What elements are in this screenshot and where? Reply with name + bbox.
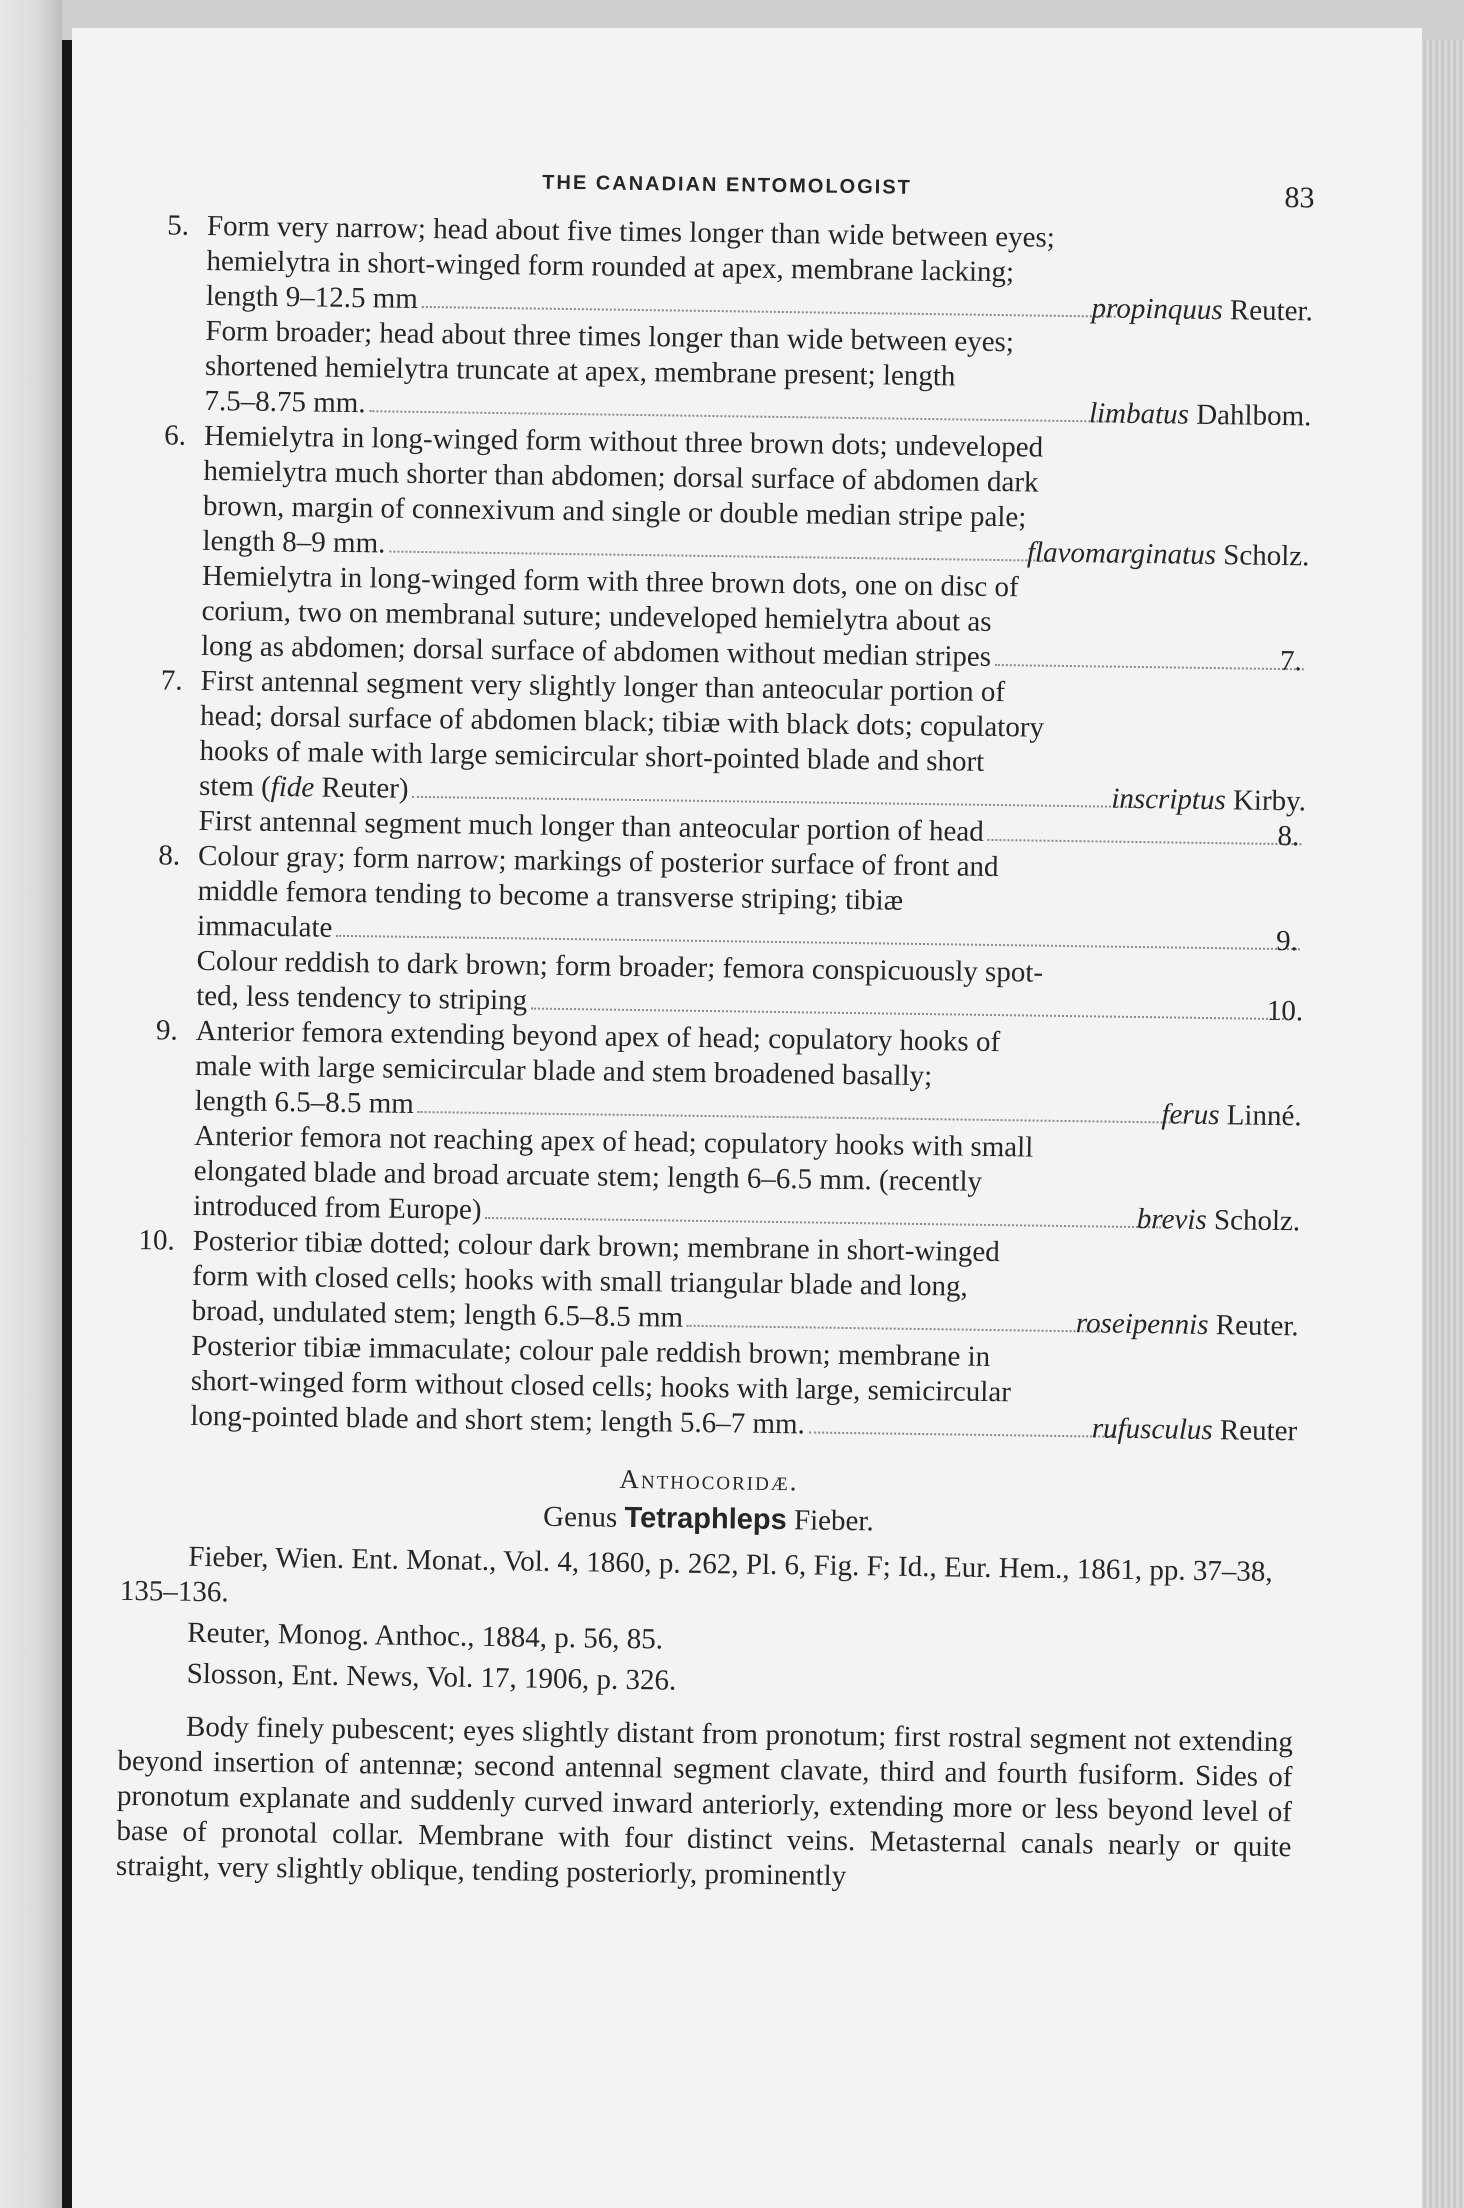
key-result-author: Scholz.: [1223, 539, 1310, 573]
key-line: corium, two on membranal suture; undeveloped hemielytra about as: [201, 594, 992, 638]
species-name: ferus: [1161, 1098, 1220, 1132]
key-result-author: Dahlbom.: [1195, 398, 1312, 433]
key-line: short-winged form without closed cells; hooks with large, semicircular: [190, 1364, 1012, 1409]
dot-leader: [687, 1325, 1100, 1333]
key-line-text: [198, 769, 409, 807]
species-name: propinquus: [1091, 292, 1223, 327]
key-couplet: [136, 208, 1314, 434]
key-line-text: broad, undulated stem; length 6.5–8.5 mm: [191, 1294, 684, 1334]
page-content: [115, 150, 1315, 1929]
key-line: head; dorsal surface of abdomen black; tibiæ with black dots; copulatory: [199, 699, 1045, 744]
key-line: hemielytra in short-winged form rounded at apex, membrane lacking;: [206, 244, 1015, 289]
key-result: [1091, 1412, 1298, 1449]
key-lead-a: [124, 1223, 1300, 1344]
key-line-text: immaculate: [196, 909, 333, 944]
key-result: [1266, 994, 1304, 1029]
references: [118, 1539, 1295, 1707]
couplet-number: 10.: [138, 1224, 175, 1257]
dot-leader: [369, 410, 1112, 422]
key-lead-b: [133, 558, 1309, 679]
genus-author: Fieber.: [793, 1504, 874, 1538]
key-lead-a: [129, 838, 1305, 959]
genus-prefix: Genus: [542, 1500, 618, 1534]
key-couplet: [133, 418, 1311, 679]
page-number: 83: [1284, 180, 1315, 215]
key-line-text: length 8–9 mm.: [202, 524, 386, 560]
key-line: Anterior femora extending beyond apex of head; copulatory hooks of: [195, 1014, 1001, 1059]
key-line-text: ted, less tendency to striping: [195, 979, 528, 1017]
key-result-author: Reuter: [1219, 1414, 1298, 1448]
page-edge-stack: [1422, 40, 1464, 2208]
key-line: male with large semicircular blade and stem broadened basally;: [194, 1049, 933, 1093]
dot-leader: [422, 306, 1116, 318]
key-result: [1026, 536, 1310, 575]
species-name: rufusculus: [1091, 1412, 1213, 1447]
key-line: hooks of male with large semicircular short-pointed blade and short: [199, 734, 985, 778]
species-name: brevis: [1136, 1203, 1207, 1236]
key-lead-b: [136, 313, 1312, 434]
couplet-number: 6.: [164, 419, 187, 452]
dot-leader: [412, 796, 1135, 808]
key-line-text: long as abdomen; dorsal surface of abdomen without median stripes: [200, 629, 992, 673]
reference: Fieber, Wien. Ent. Monat., Vol. 4, 1860, p. 262, Pl. 6, Fig. F; Id., Eur. Hem., 1861, pp. 37–38, 135–136.: [119, 1540, 1273, 1609]
identification-key: [122, 208, 1314, 1449]
key-lead-b: [125, 1118, 1301, 1239]
dot-leader: [485, 1217, 1160, 1228]
dot-leader: [809, 1431, 1116, 1437]
key-line-text: length 9–12.5 mm: [205, 279, 419, 315]
text-part: Reuter): [314, 771, 409, 805]
key-result-author: 7.: [1279, 644, 1302, 678]
key-line: middle femora tending to become a transverse striping; tibiæ: [197, 874, 904, 917]
key-line: Form very narrow; head about five times longer than wide between eyes;: [206, 209, 1056, 254]
key-line: Colour reddish to dark brown; form broader; femora conspicuously spot-: [196, 944, 1044, 989]
key-line-text: introduced from Europe): [193, 1189, 482, 1226]
key-lead-a: [134, 418, 1311, 574]
reference: Reuter, Monog. Anthoc., 1884, p. 56, 85.: [187, 1616, 664, 1656]
key-line-text: First antennal segment much longer than anteocular portion of head: [198, 804, 984, 848]
genus-name: Tetraphleps: [624, 1501, 787, 1537]
dot-leader: [531, 1008, 1291, 1021]
key-couplet: [125, 1013, 1303, 1239]
couplet-number: 5.: [166, 209, 190, 242]
key-couplet: [130, 663, 1307, 854]
key-result-author: 8.: [1277, 819, 1300, 853]
key-line: Posterior tibiæ dotted; colour dark brown; membrane in short-winged: [192, 1224, 1000, 1269]
species-name: roseipennis: [1075, 1307, 1209, 1342]
key-result: [1136, 1202, 1301, 1239]
key-line: Hemielytra in long-winged form with three brown dots, one on disc of: [201, 559, 1019, 604]
species-name: inscriptus: [1111, 782, 1226, 817]
key-result-author: Linné.: [1226, 1099, 1302, 1133]
dot-leader: [988, 839, 1302, 845]
family-heading: Anthocoridæ.: [619, 1463, 799, 1497]
reference: Slosson, Ent. News, Vol. 17, 1906, p. 326.: [186, 1657, 677, 1697]
running-title: THE CANADIAN ENTOMOLOGIST: [542, 171, 913, 199]
key-couplet: [128, 838, 1305, 1029]
species-name: flavomarginatus: [1026, 536, 1217, 572]
key-line: Anterior femora not reaching apex of head; copulatory hooks with small: [194, 1119, 1034, 1164]
key-result-author: Reuter.: [1215, 1309, 1299, 1343]
key-line: form with closed cells; hooks with small triangular blade and long,: [192, 1259, 969, 1303]
key-line: brown, margin of connexivum and single or double median stripe pale;: [202, 489, 1027, 534]
dot-leader: [389, 551, 1051, 562]
key-result: [1111, 782, 1307, 819]
key-result-author: 9.: [1275, 924, 1299, 958]
key-line: elongated blade and broad arcuate stem; length 6–6.5 mm. (recently: [193, 1154, 983, 1198]
key-result: [1075, 1307, 1299, 1345]
key-result-author: Kirby.: [1232, 784, 1307, 818]
key-result-author: 10.: [1266, 994, 1304, 1028]
book-spine-shadow: [62, 40, 72, 2208]
key-line: Hemielytra in long-winged form without three brown dots; undeveloped: [203, 419, 1044, 464]
key-result: [1088, 397, 1312, 435]
key-couplet: [122, 1223, 1300, 1449]
dot-leader: [995, 664, 1304, 670]
key-line: Posterior tibiæ immaculate; colour pale reddish brown; membrane in: [191, 1329, 991, 1373]
key-line: First antennal segment very slightly longer than anteocular portion of: [200, 664, 1006, 709]
key-line: Form broader; head about three times longer than wide between eyes;: [205, 314, 1015, 359]
key-lead-a: [126, 1013, 1302, 1134]
couplet-number: 8.: [158, 839, 181, 872]
key-result: [1161, 1098, 1302, 1135]
key-result-author: Reuter.: [1229, 294, 1314, 328]
genus-description: Body finely pubescent; eyes slightly distant from pronotum; first rostral segment not extending beyond insertion of antennæ; second antennal segment clavate, third and fourth fusiform. Sides of pronotum explanate and suddenly curved inward anteriorly, extending more or less beyond level of base of pronotal collar. Membrane with four distinct veins. Metasternal canals nearly or quite straight, very slightly oblique, tending posteriorly, prominently: [115, 1710, 1294, 1893]
key-line-text: long-pointed blade and short stem; length 5.6–7 mm.: [190, 1399, 806, 1441]
key-line: hemielytra much shorter than abdomen; dorsal surface of abdomen dark: [203, 454, 1039, 499]
key-line: Colour gray; form narrow; markings of posterior surface of front and: [197, 839, 999, 884]
italic-term: fide: [270, 770, 315, 804]
key-line-text: 7.5–8.75 mm.: [204, 384, 366, 420]
text-part: stem (: [198, 769, 272, 803]
species-name: limbatus: [1088, 397, 1190, 431]
key-line-text: length 6.5–8.5 mm: [194, 1084, 415, 1120]
key-lead-b: [122, 1328, 1298, 1449]
key-line: shortened hemielytra truncate at apex, membrane present; length: [204, 349, 956, 393]
key-result-author: Scholz.: [1213, 1204, 1301, 1238]
scan-margin: [0, 0, 62, 2208]
key-result: [1091, 292, 1314, 330]
couplet-number: 9.: [155, 1014, 178, 1047]
couplet-number: 7.: [160, 664, 183, 697]
key-lead-a: [138, 208, 1314, 329]
dot-leader: [418, 1111, 1186, 1124]
key-lead-a: [131, 663, 1308, 819]
